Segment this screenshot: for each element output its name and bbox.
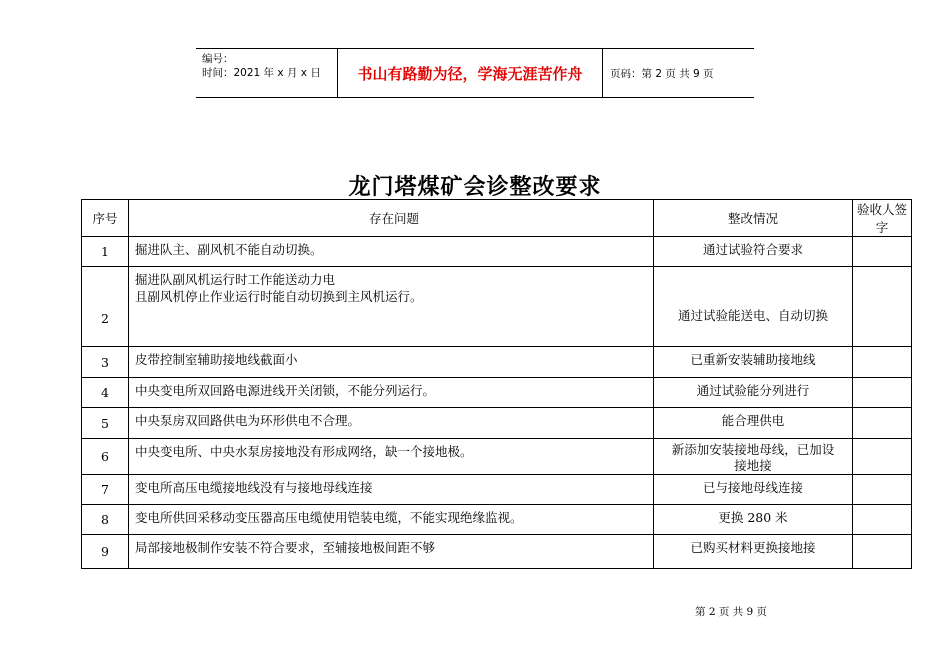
table-row [82,475,912,505]
col-header-issue: 存在问题 [129,200,654,237]
table-row [82,237,912,267]
issue-line: 中央变电所、中央水泵房接地没有形成网络，缺一个接地极。 [135,444,473,459]
issue-line: 中央变电所双回路电源进线开关闭锁，不能分列运行。 [135,383,436,398]
row-status: 已与接地母线连接 [654,475,853,505]
table-header-row [82,200,912,237]
table-row [82,378,912,408]
row-issue [129,535,654,569]
row-sign[interactable] [853,267,912,347]
row-status: 新添加安装接地母线，已加设接地接 [654,439,853,475]
row-sign[interactable] [853,347,912,378]
row-status: 通过试验能分列进行 [654,378,853,408]
issue-line: 中央泵房双回路供电为环形供电不合理。 [135,413,361,428]
issue-line: 局部接地极制作安装不符合要求，至辅接地极间距不够 [135,540,436,555]
issue-line: 掘进队主、副风机不能自动切换。 [135,242,323,257]
row-number: 8 [82,505,129,535]
col-header-no: 序号 [82,200,129,237]
table-row [82,408,912,439]
row-sign[interactable] [853,475,912,505]
page-title: 龙门塔煤矿会诊整改要求 [348,175,602,200]
row-issue [129,505,654,535]
page-footer: 第 2 页 共 9 页 [695,606,768,618]
header-page-info: 页码：第 2 页 共 9 页 [610,67,714,80]
table-row [82,267,912,347]
row-status: 已重新安装辅助接地线 [654,347,853,378]
header-motto: 书山有路勤为径，学海无涯苦作舟 [337,49,603,97]
row-number: 7 [82,475,129,505]
document-header [196,48,754,98]
issue-line: 变电所供回采移动变压器高压电缆使用铠装电缆，不能实现绝缘监视。 [135,510,523,525]
table-row [82,347,912,378]
col-header-sign: 验收人签字 [853,200,912,237]
issue-line: 掘进队副风机运行时工作能送动力电 [135,272,336,287]
row-issue [129,475,654,505]
issue-line: 且副风机停止作业运行时能自动切换到主风机运行。 [135,289,423,304]
row-status: 已购买材料更换接地接 [654,535,853,569]
row-status: 通过试验能送电、自动切换 [654,267,853,347]
row-issue [129,347,654,378]
row-issue [129,378,654,408]
row-number: 3 [82,347,129,378]
row-number: 9 [82,535,129,569]
table-row [82,505,912,535]
row-sign[interactable] [853,535,912,569]
issue-line: 皮带控制室辅助接地线截面小 [135,352,298,367]
row-number: 5 [82,408,129,439]
row-number: 2 [82,267,129,347]
row-sign[interactable] [853,408,912,439]
issue-line: 变电所高压电缆接地线没有与接地母线连接 [135,480,373,495]
row-status: 更换 280 米 [654,505,853,535]
rectification-table [81,199,912,569]
row-status: 通过试验符合要求 [654,237,853,267]
row-sign[interactable] [853,505,912,535]
row-issue [129,267,654,347]
row-number: 1 [82,237,129,267]
number-label: 编号： [202,53,234,65]
row-sign[interactable] [853,439,912,475]
row-issue [129,408,654,439]
table-row [82,439,912,475]
row-sign[interactable] [853,237,912,267]
row-number: 4 [82,378,129,408]
row-issue [129,237,654,267]
table-row [82,535,912,569]
col-header-status: 整改情况 [654,200,853,237]
header-meta [196,49,337,97]
time-label: 时间：2021 年 x 月 x 日 [202,67,321,79]
row-number: 6 [82,439,129,475]
row-sign[interactable] [853,378,912,408]
row-issue [129,439,654,475]
row-status: 能合理供电 [654,408,853,439]
